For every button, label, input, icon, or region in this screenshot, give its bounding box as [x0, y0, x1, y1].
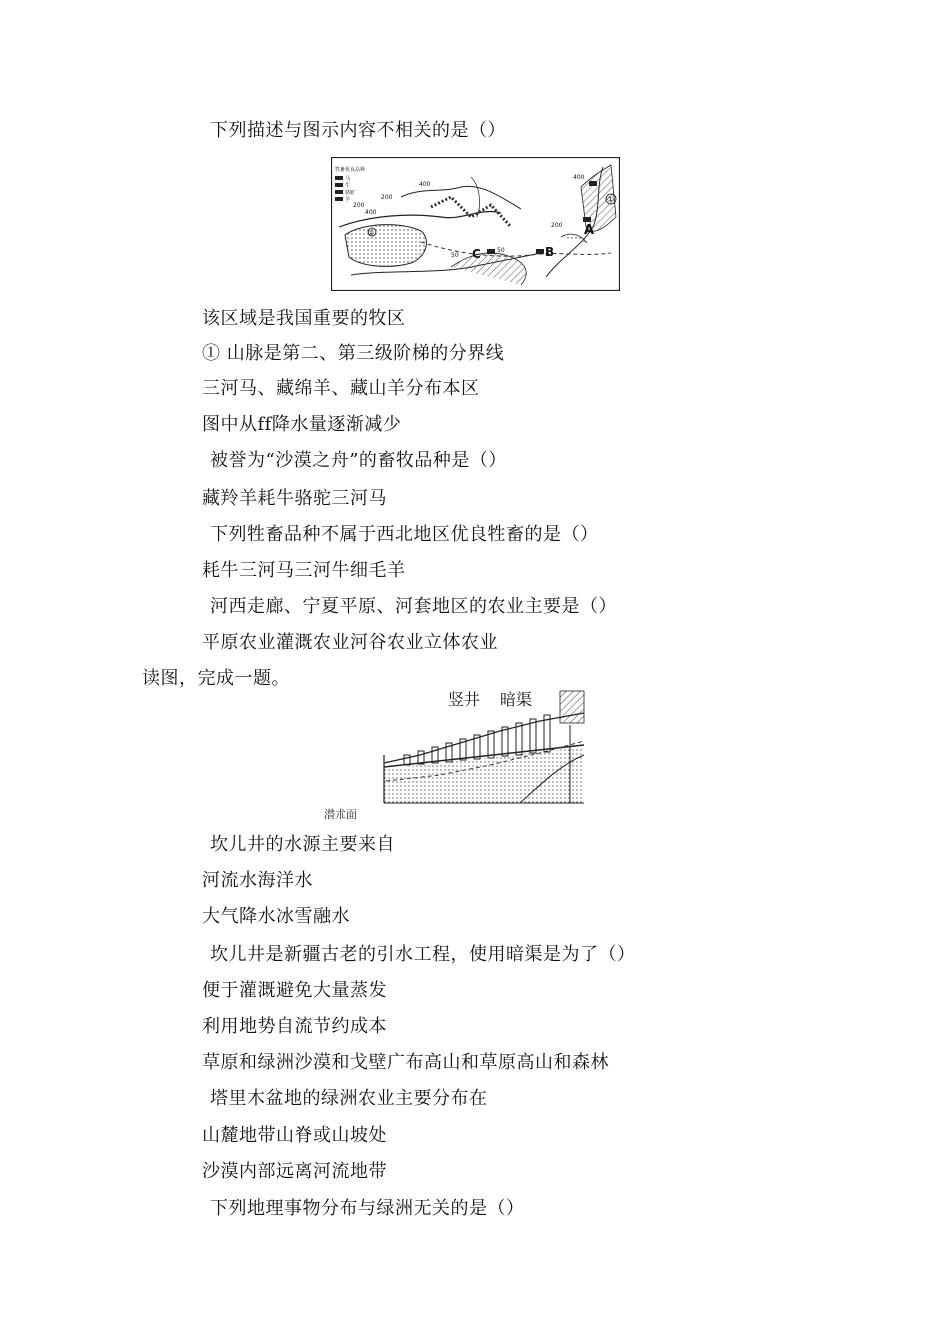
question-7: 塔里木盆地的绿洲农业主要分布在	[210, 1088, 488, 1109]
question-3: 下列牲畜品种不属于西北地区优良牲畜的是（）	[210, 524, 599, 545]
map-label-mountain-2: ②	[368, 229, 375, 237]
option-text: 河流水海洋水	[202, 870, 313, 891]
option-text: 三河马、藏绵羊、藏山羊分布本区	[202, 378, 480, 399]
map-label-mountain-1: ①	[607, 195, 615, 204]
legend-item: 骆驼	[345, 190, 356, 196]
question-8: 下列地理事物分布与绿洲无关的是（）	[210, 1198, 525, 1219]
question-2: 被誉为“沙漠之舟”的畜牧品种是（）	[210, 450, 507, 471]
contour-label: 200	[353, 202, 365, 209]
question-5: 坎儿井的水源主要来自	[210, 834, 395, 855]
option-text: 山麓地带山脊或山坡处	[202, 1125, 387, 1146]
option-text: 耗牛三河马三河牛细毛羊	[202, 560, 406, 581]
option-text: 平原农业灌溉农业河谷农业立体农业	[202, 632, 498, 653]
contour-label: 400	[573, 174, 585, 181]
label-vertical-well: 竖井	[448, 690, 481, 709]
option-text: 便于灌溉避免大量蒸发	[202, 980, 387, 1001]
legend-item: 牛	[345, 183, 351, 189]
question-6: 坎儿井是新疆古老的引水工程，使用暗渠是为了（）	[210, 944, 636, 965]
map-label-b: B	[545, 245, 555, 259]
contour-label: 400	[365, 209, 377, 216]
option-text: 图中从ff降水量逐渐减少	[202, 414, 402, 435]
contour-label: 200	[381, 194, 393, 201]
figure-caption: 潜朮面	[324, 808, 357, 821]
option-text: ① 山脉是第二、第三级阶梯的分界线	[202, 343, 505, 364]
map-label-c: C	[472, 247, 481, 261]
karez-diagram	[360, 685, 588, 807]
legend-item: 羊	[345, 197, 351, 203]
contour-label: 50	[451, 252, 459, 259]
legend-title: 牲畜优良品种	[335, 167, 366, 173]
option-text: 该区域是我国重要的牧区	[202, 308, 406, 329]
option-text: 草原和绿洲沙漠和戈壁广布高山和草原高山和森林	[202, 1052, 609, 1073]
option-text: 藏羚羊耗牛骆驼三河马	[202, 488, 387, 509]
contour-label: 200	[551, 222, 563, 229]
map-label-a: A	[584, 223, 595, 238]
option-text: 沙漠内部远离河流地带	[202, 1161, 387, 1182]
section-instruction: 读图，完成一题。	[142, 668, 290, 689]
livestock-map-figure	[331, 157, 620, 291]
contour-label: 400	[419, 181, 431, 188]
option-text: 利用地势自流节约成本	[202, 1016, 387, 1037]
legend-item: 马	[345, 176, 351, 182]
question-4: 河西走廊、宁夏平原、河套地区的农业主要是（）	[210, 596, 617, 617]
contour-label: 50	[497, 247, 505, 254]
question-1: 下列描述与图示内容不相关的是（）	[210, 120, 506, 141]
option-text: 大气降水冰雪融水	[202, 906, 350, 927]
label-underground-channel: 暗渠	[500, 690, 533, 709]
